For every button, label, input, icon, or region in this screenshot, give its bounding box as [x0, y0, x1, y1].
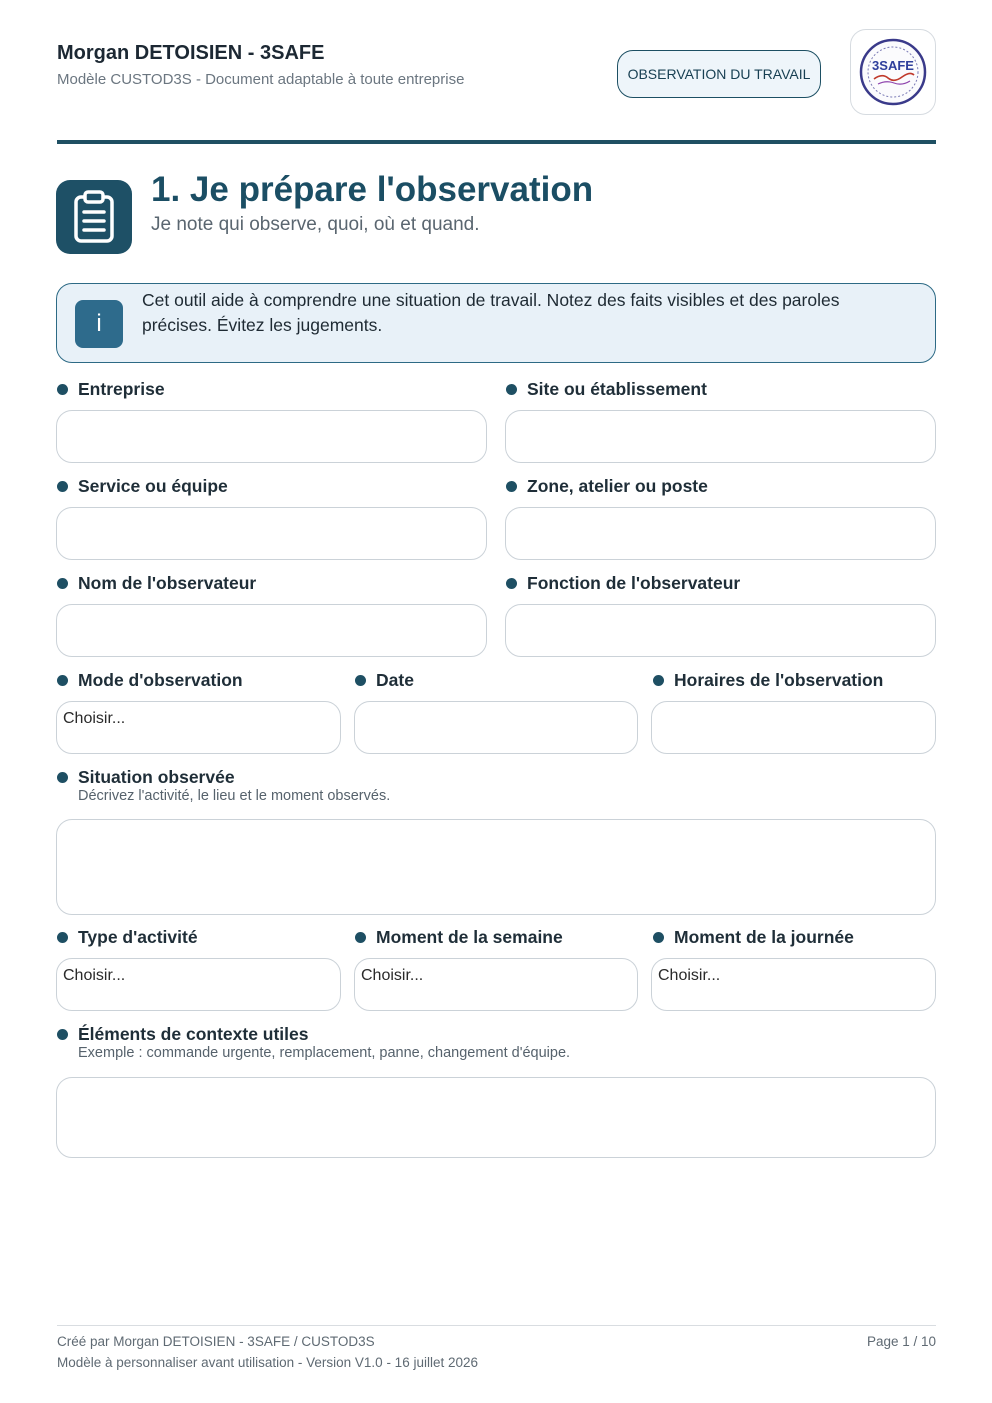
zone-input[interactable] [505, 507, 936, 560]
moment-journee-select-value: Choisir... [658, 967, 721, 984]
info-icon: i [75, 300, 123, 348]
company-logo [850, 29, 936, 115]
bullet-dot [355, 932, 366, 943]
bullet-dot [506, 481, 517, 492]
field-label-site [506, 379, 707, 400]
contexte-textarea[interactable] [56, 1077, 936, 1158]
bullet-dot [57, 481, 68, 492]
document-subtitle: Modèle CUSTOD3S - Document adaptable à toute entreprise [57, 71, 465, 88]
field-label-situation [57, 767, 235, 788]
section-icon [56, 180, 132, 254]
label-text: Date [376, 670, 414, 690]
field-label-entreprise [57, 379, 165, 400]
situation-textarea[interactable] [56, 819, 936, 915]
footer-version: Modèle à personnaliser avant utilisation - Version V1.0 - 16 juillet 2026 [57, 1355, 478, 1370]
bullet-dot [57, 384, 68, 395]
type-activite-select-value: Choisir... [63, 967, 126, 984]
moment-journee-select[interactable] [651, 958, 936, 1011]
footer-credit: Créé par Morgan DETOISIEN - 3SAFE / CUSTOD3S [57, 1334, 375, 1349]
label-text: Moment de la semaine [376, 927, 563, 947]
info-text: Cet outil aide à comprendre une situation de travail. Notez des faits visibles et des paroles précises. Évitez les jugements. [142, 290, 840, 335]
type-activite-select[interactable] [56, 958, 341, 1011]
author-name: Morgan DETOISIEN - 3SAFE [57, 42, 325, 64]
moment-semaine-select[interactable] [354, 958, 638, 1011]
header-divider [57, 140, 936, 144]
fonction-observateur-input[interactable] [505, 604, 936, 657]
bullet-dot [57, 578, 68, 589]
field-label-service [57, 476, 228, 497]
bullet-dot [57, 772, 68, 783]
field-label-moment-journee [653, 927, 854, 948]
date-input[interactable] [354, 701, 638, 754]
section-subtitle: Je note qui observe, quoi, où et quand. [151, 214, 480, 235]
label-text: Situation observée [78, 767, 235, 787]
label-text: Moment de la journée [674, 927, 854, 947]
site-input[interactable] [505, 410, 936, 463]
label-text: Type d'activité [78, 927, 198, 947]
mode-select[interactable] [56, 701, 341, 754]
clipboard-icon [72, 190, 116, 244]
bullet-dot [653, 932, 664, 943]
field-label-horaires [653, 670, 883, 691]
label-text: Service ou équipe [78, 476, 228, 496]
page-number: Page 1 / 10 [866, 1334, 936, 1349]
bullet-dot [57, 1029, 68, 1040]
3safe-stamp-logo [858, 37, 928, 107]
label-text: Zone, atelier ou poste [527, 476, 708, 496]
bullet-dot [506, 578, 517, 589]
field-label-nom-observateur [57, 573, 256, 594]
bullet-dot [653, 675, 664, 686]
bullet-dot [57, 932, 68, 943]
nom-observateur-input[interactable] [56, 604, 487, 657]
field-hint-contexte: Exemple : commande urgente, remplacement, panne, changement d'équipe. [78, 1045, 571, 1061]
moment-semaine-select-value: Choisir... [361, 967, 424, 984]
section-title: 1. Je prépare l'observation [151, 170, 594, 209]
label-text: Site ou établissement [527, 379, 707, 399]
entreprise-input[interactable] [56, 410, 487, 463]
field-hint-situation: Décrivez l'activité, le lieu et le moment observés. [78, 788, 391, 804]
field-label-date [355, 670, 414, 691]
field-label-fonction-observateur [506, 573, 740, 594]
logo-text: 3SAFE [872, 58, 914, 73]
label-text: Entreprise [78, 379, 165, 399]
bullet-dot [506, 384, 517, 395]
label-text: Horaires de l'observation [674, 670, 884, 690]
bullet-dot [57, 675, 68, 686]
bullet-dot [355, 675, 366, 686]
label-text: Nom de l'observateur [78, 573, 257, 593]
label-text: Fonction de l'observateur [527, 573, 741, 593]
label-text: Éléments de contexte utiles [78, 1024, 309, 1044]
mode-select-value: Choisir... [63, 710, 126, 727]
document-type-badge: OBSERVATION DU TRAVAIL [617, 50, 821, 98]
horaires-input[interactable] [651, 701, 936, 754]
field-label-zone [506, 476, 708, 497]
field-label-contexte [57, 1024, 309, 1045]
field-label-moment-semaine [355, 927, 563, 948]
service-input[interactable] [56, 507, 487, 560]
label-text: Mode d'observation [78, 670, 243, 690]
footer-divider [57, 1325, 936, 1326]
field-label-mode [57, 670, 243, 691]
field-label-type-activite [57, 927, 198, 948]
